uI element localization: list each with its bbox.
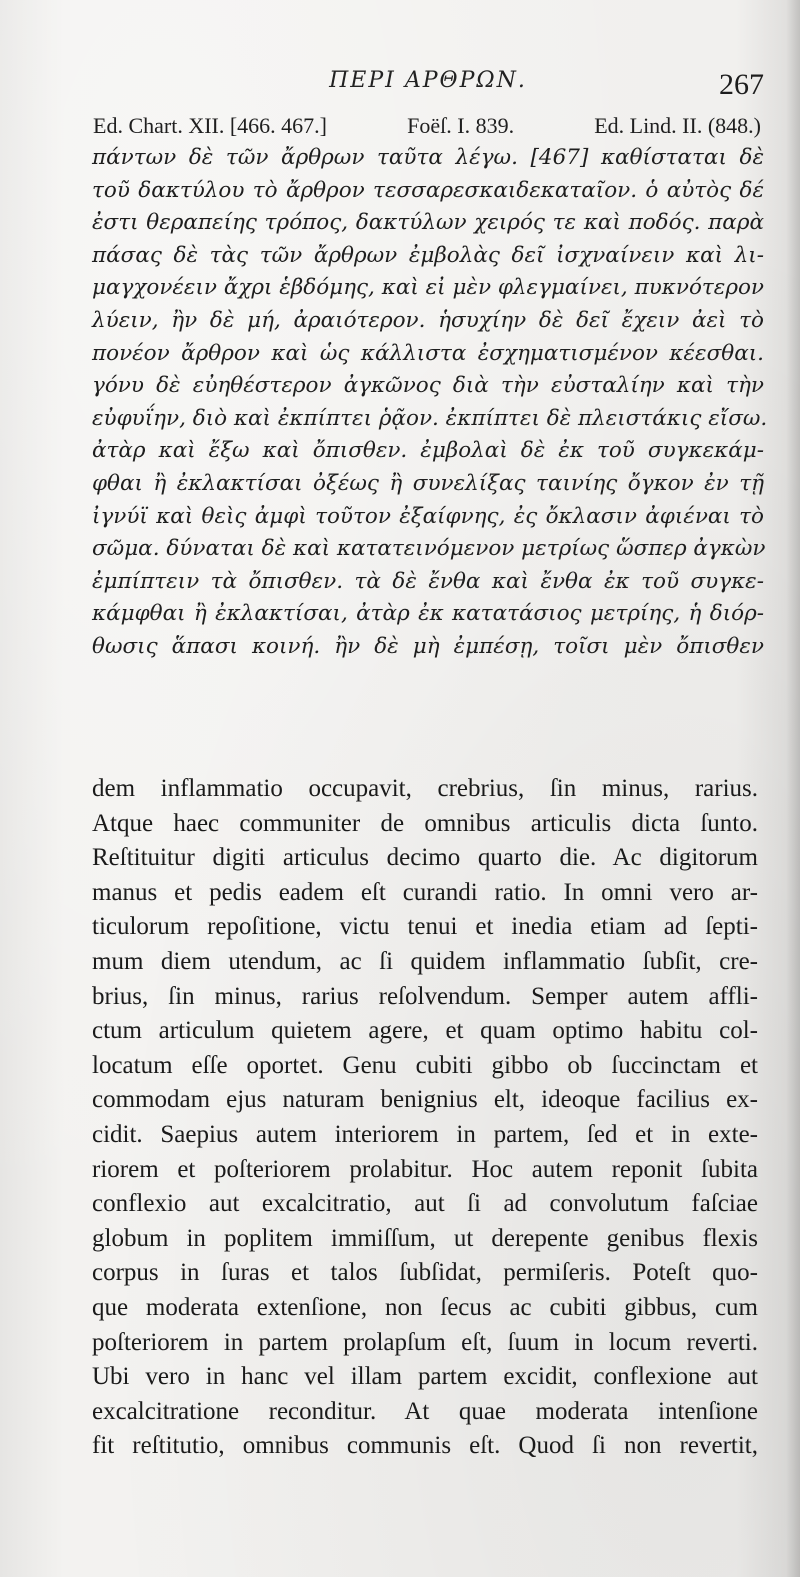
latin-line: commodam ejus naturam benignius elt, ideoque facilius ex-	[92, 1086, 758, 1114]
latin-line: fit reſtitutio, omnibus communis eſt. Quod ſi non revertit,	[92, 1432, 758, 1460]
latin-line: Reſtituitur digiti articulus decimo quarto die. Ac digitorum	[92, 844, 758, 872]
edition-references	[93, 113, 761, 139]
latin-line: que moderata extenſione, non ſecus ac cubiti gibbus, cum	[92, 1293, 758, 1321]
latin-line: poſteriorem in partem prolapſum eſt, ſuum in locum reverti.	[92, 1328, 758, 1356]
page-edge-shadow	[786, 0, 800, 1577]
latin-line: cidit. Saepius autem interiorem in partem, ſed et in exte-	[92, 1120, 758, 1148]
latin-line: riorem et poſteriorem prolabitur. Hoc autem reponit ſubita	[92, 1155, 758, 1183]
running-head-title: ΠΕΡΙ ΑΡΘΡΩΝ.	[329, 68, 527, 93]
greek-line: ἰγνύϊ καὶ θεὶς ἀμφὶ τοῦτον ἐξαίφνης, ἐς ὄκλασιν ἀφιέναι τὸ	[92, 503, 764, 529]
greek-line: μαγχονέειν ἄχρι ἑβδόμης, καὶ εἰ μὲν φλεγμαίνει, πυκνότερον	[92, 275, 764, 301]
latin-text-block	[92, 772, 758, 1464]
greek-text-block	[92, 142, 768, 664]
latin-line: Ubi vero in hanc vel illam partem excidit, conflexione aut	[92, 1363, 758, 1391]
greek-line: εὐφυΐην, διὸ καὶ ἐκπίπτει ῥᾷον. ἐκπίπτει δὲ πλειστάκις εἴσω.	[92, 405, 768, 431]
latin-line: conflexio aut excalcitratio, aut ſi ad convolutum faſciae	[92, 1190, 758, 1218]
latin-line: manus et pedis eadem eſt curandi ratio. In omni vero ar-	[92, 878, 758, 906]
greek-line: ἐστι θεραπείης τρόπος, δακτύλων χειρός τε καὶ ποδός. παρὰ	[92, 210, 764, 236]
greek-line: ἐμπίπτειν τὰ ὄπισθεν. τὰ δὲ ἔνθα καὶ ἔνθα ἐκ τοῦ συγκε-	[92, 568, 764, 594]
greek-line: θωσις ἅπασι κοινή. ἢν δὲ μὴ ἐμπέσῃ, τοῖσι μὲν ὄπισθεν	[92, 633, 764, 659]
greek-line: πονέον ἄρθρον καὶ ὡς κάλλιστα ἐσχηματισμένον κέεσθαι.	[92, 340, 764, 366]
greek-line: γόνυ δὲ εὐηθέστερον ἀγκῶνος διὰ τὴν εὐσταλίην καὶ τὴν	[92, 373, 764, 399]
latin-line: mum diem utendum, ac ſi quidem inflammatio ſubſit, cre-	[92, 947, 758, 975]
greek-line: κάμφθαι ἢ ἐκλακτίσαι, ἀτὰρ ἐκ κατατάσιος μετρίης, ἡ διόρ-	[92, 601, 764, 627]
latin-line: Atque haec communiter de omnibus articulis dicta ſunto.	[92, 809, 758, 837]
greek-line: πάσας δὲ τὰς τῶν ἄρθρων ἐμβολὰς δεῖ ἰσχναίνειν καὶ λι-	[92, 242, 764, 268]
latin-line: dem inflammatio occupavit, crebrius, ſin minus, rarius.	[92, 775, 758, 802]
latin-line: ctum articulum quietem agere, et quam optimo habitu col-	[92, 1017, 758, 1045]
latin-line: locatum eſſe oportet. Genu cubiti gibbo ob ſuccinctam et	[92, 1051, 758, 1079]
greek-line: φθαι ἢ ἐκλακτίσαι ὀξέως ἢ συνελίξας ταινίης ὄγκον ἐν τῇ	[92, 470, 764, 496]
latin-line: brius, ſin minus, rarius reſolvendum. Semper autem affli-	[92, 982, 758, 1010]
greek-line: σῶμα. δύναται δὲ καὶ κατατεινόμενον μετρίως ὥσπερ ἀγκὼν	[92, 536, 766, 562]
greek-line: λύειν, ἢν δὲ μή, ἀραιότερον. ἡσυχίην δὲ δεῖ ἔχειν ἀεὶ τὸ	[92, 307, 764, 333]
edition-ref-chartier: Ed. Chart. XII. [466. 467.]	[93, 113, 328, 138]
latin-line: corpus in ſuras et talos ſubſidat, permiſeris. Poteſt quo-	[92, 1259, 758, 1287]
greek-line: ἀτὰρ καὶ ἔξω καὶ ὄπισθεν. ἐμβολαὶ δὲ ἐκ τοῦ συγκεκάμ-	[92, 438, 764, 464]
latin-line: globum in poplitem immiſſum, ut derepente genibus flexis	[92, 1224, 758, 1252]
edition-ref-foes: Foëſ. I. 839.	[407, 113, 515, 138]
greek-line: τοῦ δακτύλου τὸ ἄρθρον τεσσαρεσκαιδεκαταῖον. ὁ αὐτὸς δέ	[92, 177, 764, 203]
page-number: 267	[719, 68, 764, 101]
greek-line: πάντων δὲ τῶν ἄρθρων ταῦτα λέγω. [467] καθίσταται δὲ	[92, 145, 764, 170]
running-head	[96, 58, 764, 108]
latin-line: excalcitratione reconditur. At quae moderata intenſione	[92, 1397, 758, 1425]
latin-line: ticulorum repoſitione, victu tenui et inedia etiam ad ſepti-	[92, 913, 758, 941]
edition-ref-linden: Ed. Lind. II. (848.)	[594, 113, 761, 138]
